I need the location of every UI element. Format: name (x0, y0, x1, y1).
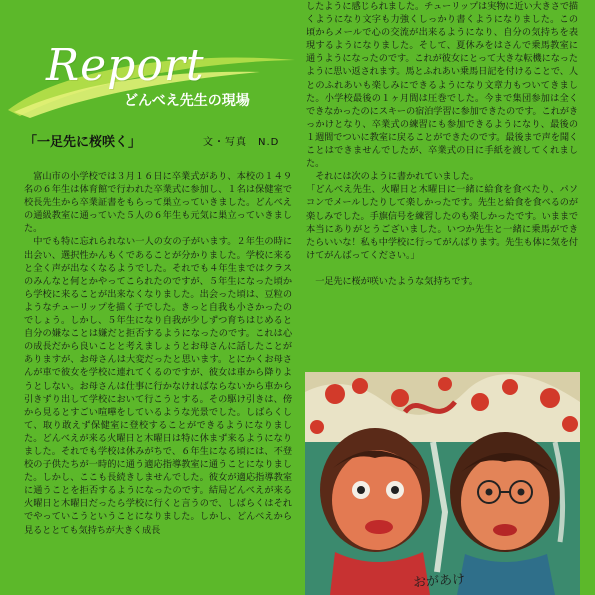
closing-line: 一足先に桜が咲いたような気持ちです。 (315, 275, 478, 287)
right-column (306, 0, 578, 352)
article-title: 「一足先に桜咲く」 (24, 135, 142, 150)
report-subtitle: どんべえ先生の現場 (124, 93, 250, 109)
left-column (24, 170, 292, 590)
paragraph-intro: 富山市の小学校では３月１６日に卒業式があり、本校の１４９名の６年生は体育館で行われた卒業式に参加し、１名は保健室で校長先生から卒業証書をもらって巣立っていきました。どんべえの通級教室に通っていた５人の６年生も元気に巣立っていきました。 (24, 171, 292, 235)
drawing-signature: おがあけ (412, 572, 466, 591)
paragraph-story: 中でも特に忘れられない一人の女の子がいます。２年生の時に出会い、選択性かんもくであることが分かりました。学校に来ると全く声が出なくなるようでした。それでも４年生まではクラスのみんなと何とかやってこられたのですが、５年生になった頃から学校に来ることが出来なくなりました。出会った頃は、豆粒のようなチューリップを描く子でした。きっと自我も小さかったのでしょう。しかし、５年生になり自我が少しずつ育ちはじめると自分の嫌なことは嫌だと拒否するようになったのです。これは心の成長だから良いことと考えましょうとお母さんに話したことがありますが、お母さんは大変だったと思います。とにかくお母さんが車で彼女を学校に連れてくるのですが、彼女は車から降りようとしない。お母さんは仕事に行かなければならないから車から引きずり出して学校において行こうとする。その駆け引きは、傍から見るとすごい喧嘩をしているような光景でした。しばらくして、取り敢えず保健室に登校することができるようになりました。どんべえが来る火曜日と木曜日は特に休まず来るようになりました。それでも学校は休みがちで、６年生になる頃には、不登校の子供たちが一時的に通う適応指導教室に通うことになりました。しかし、ここも長続きしませんでした。彼女が適応指導教室に通うことを拒否するようになったのです。結局どんべえが来る火曜日と木曜日だったら学校に行くと言うので、しばらくはそれでやっていこうということになりました。しかし、どんべえから見るととても気持ちが大きく成長 (24, 236, 292, 536)
letter-quote: 「どんべえ先生、火曜日と木曜日に一緒に給食を食べたり、パソコンでメールしたりして楽しかったです。先生と給食を食べるのが楽しみでした。手旗信号を練習したのも楽しかったです。いままで本当にありがとうございました。いつか先生と一緒に乗馬ができたらいいな！私も中学校に行ってがんばります。先生も体に気を付けてがんばってください。」 (306, 184, 578, 261)
article-byline: 文・写真 N.D (203, 137, 280, 148)
paragraph-letter-intro: それには次のように書かれていました。 (315, 171, 479, 183)
report-title: Report (46, 40, 205, 91)
paragraph-continuation: したように感じられました。チューリップは実物に近い大きさで描くようになり文字も力強くしっかり書くようになりました。この頃からメールで心の交流が出来るようになり、自分の気持ちを表現するようになりました。そして、夏休みをはさんで乗馬教室に通うようになったのです。これが彼女にとって大きな転機になったように思い返されます。馬とふれあい乗馬日記を付けることで、人とのふれあいも楽しみにできるようになり文章力もついてきました。小学校最後の１ヶ月間は圧巻でした。今まで集団参加は全くできなかったのにスキーの宿泊学習に参加できたのです。これがきっかけとなり、卒業式の練習にも参加できるようになり、最後の１週間でついに教室に戻ることができたのです。最後まで声を聞くことはできませんでしたが、卒業式の日に手紙を渡してくれました。 (306, 1, 578, 170)
children-drawing-image (305, 372, 580, 595)
